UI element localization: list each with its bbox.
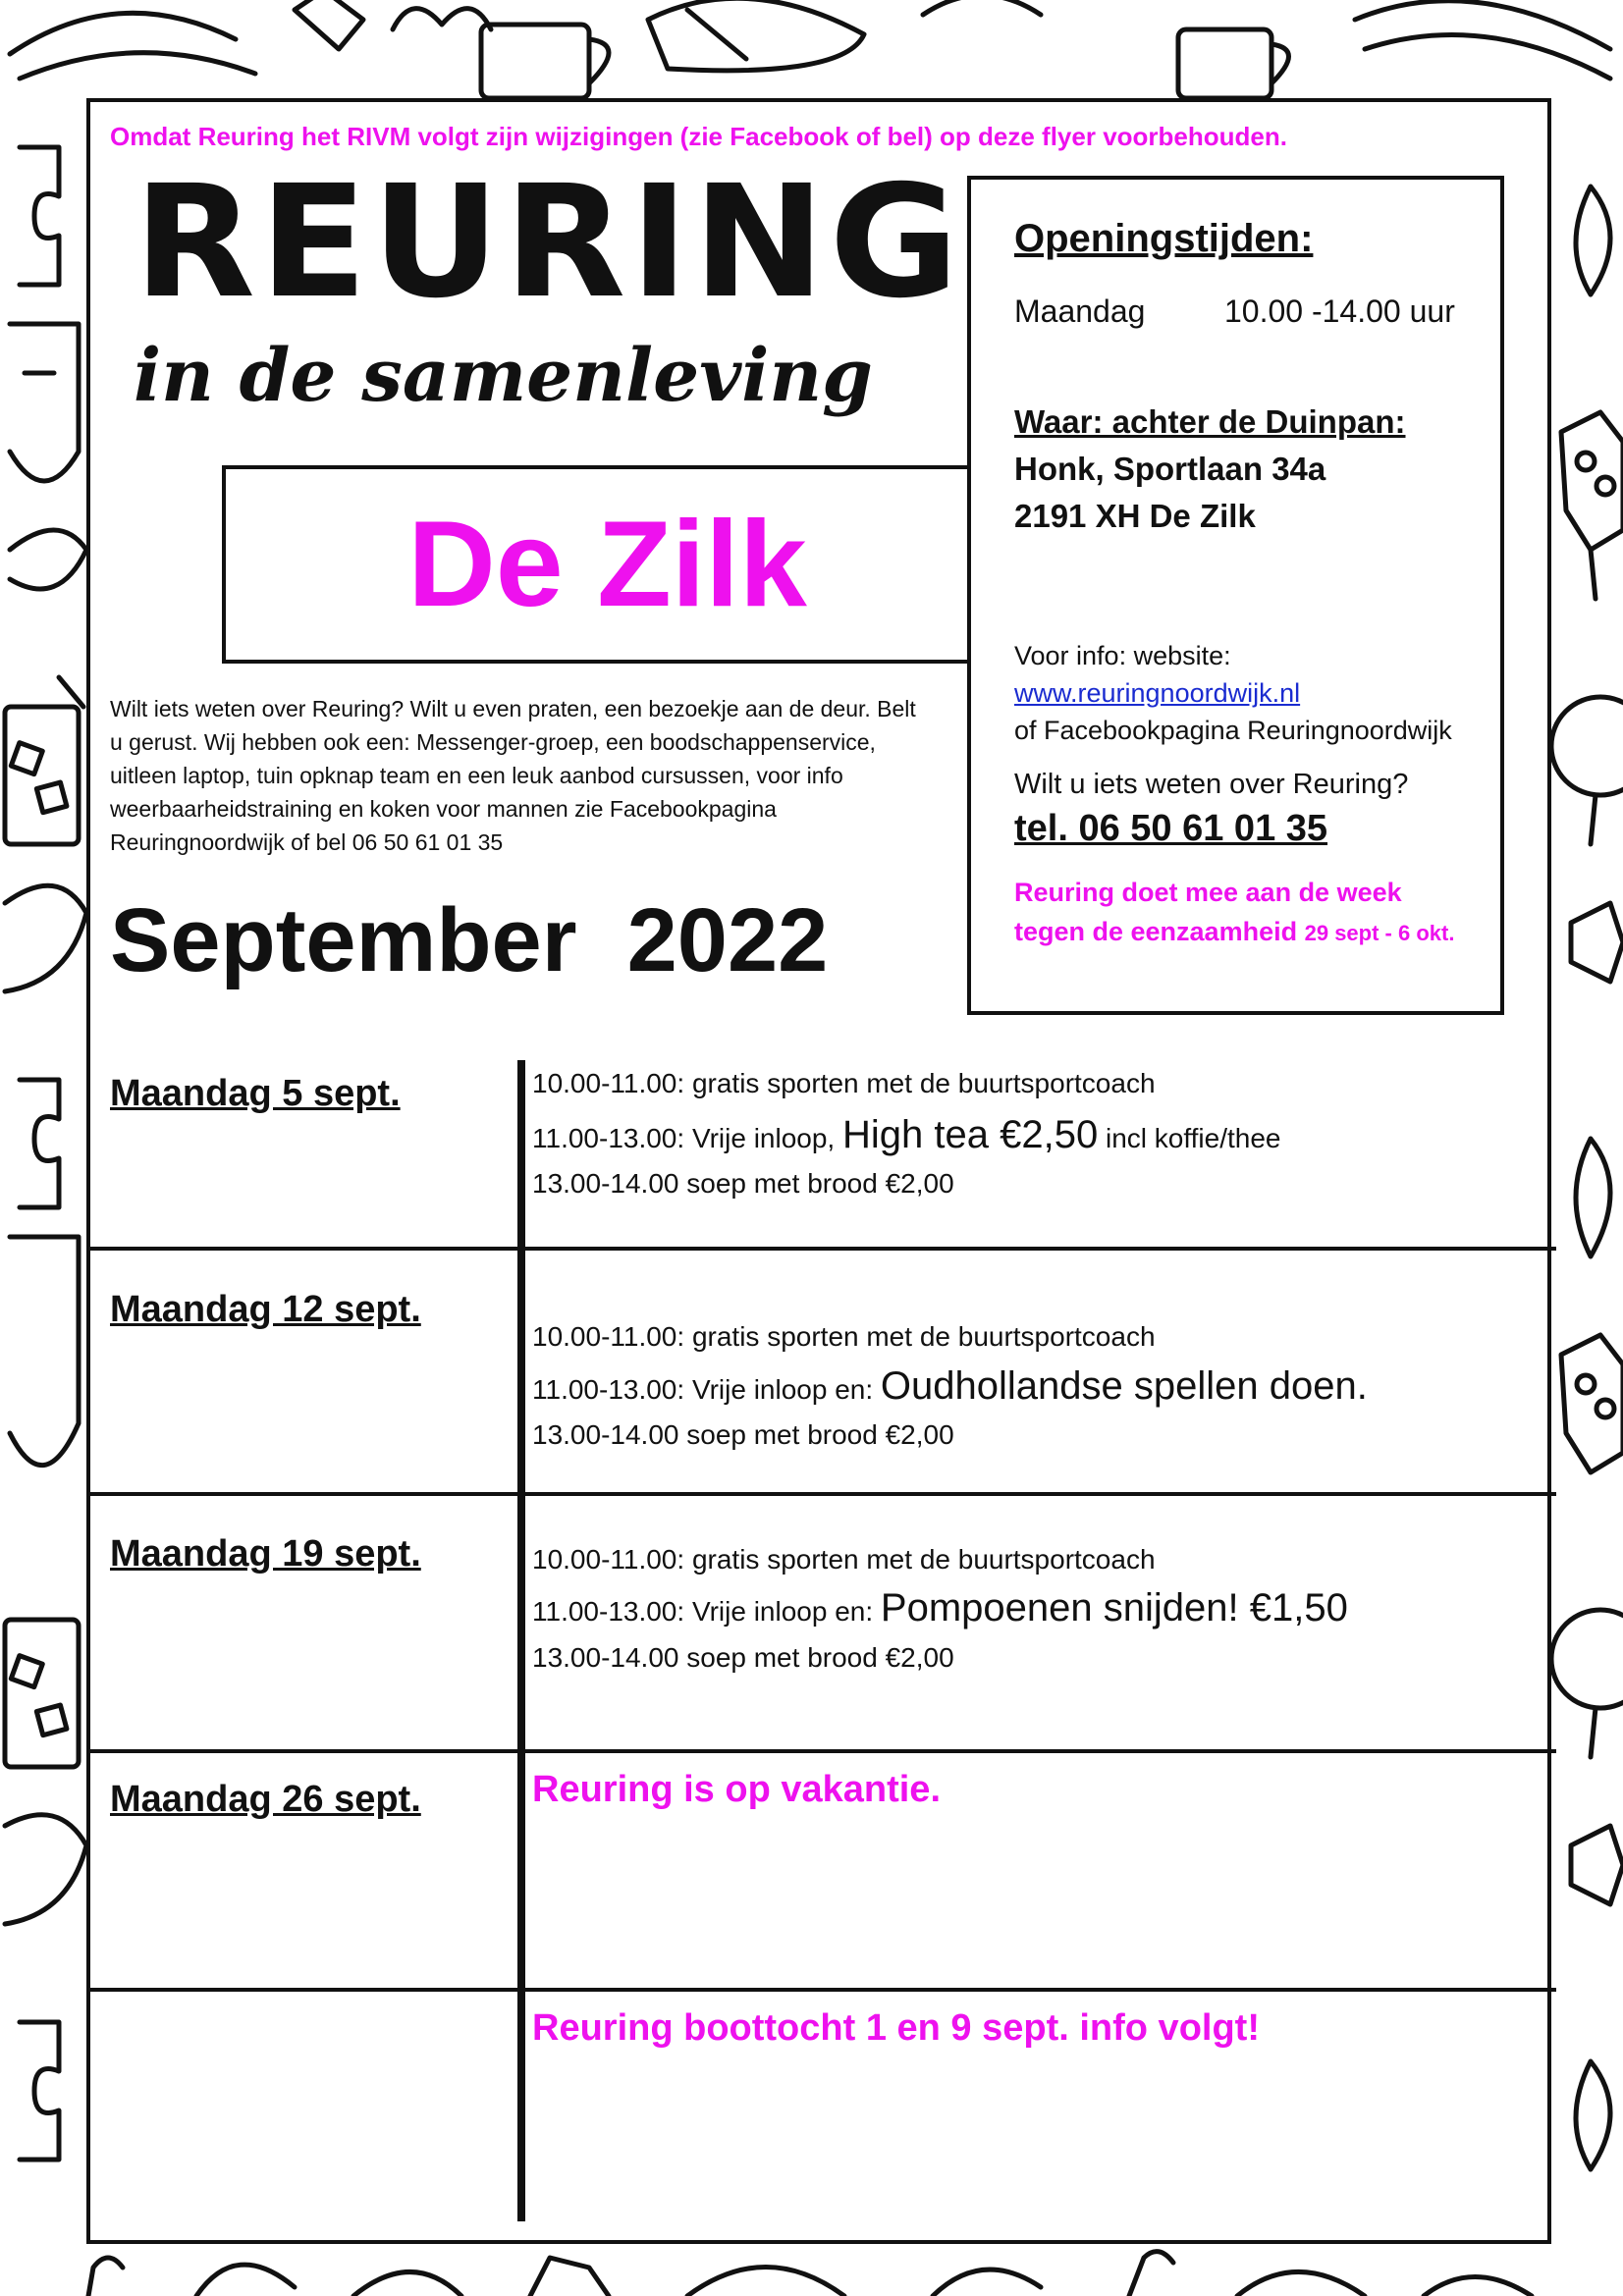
schedule-day: Maandag 5 sept. — [110, 1073, 401, 1114]
facebook-text: of Facebookpagina Reuringnoordwijk — [1014, 716, 1452, 745]
activity-highlight: High tea €2,50 — [842, 1113, 1099, 1156]
schedule-day: Maandag 12 sept. — [110, 1289, 421, 1330]
schedule-activity: 10.00-11.00: gratis sporten met de buurtsportcoach — [532, 1544, 1156, 1575]
place-name: De Zilk — [407, 497, 807, 632]
activity-text: 11.00-13.00: Vrije inloop, — [532, 1123, 836, 1153]
logo-subtitle: in de samenleving — [134, 334, 873, 418]
week-note-line-2 — [1014, 917, 1454, 947]
activity-text: 11.00-13.00: Vrije inloop en: — [532, 1374, 874, 1405]
schedule-activity — [532, 1115, 1280, 1154]
info-label: Voor info: website: — [1014, 641, 1231, 670]
address-line-2: 2191 XH De Zilk — [1014, 498, 1256, 534]
footer-note: Reuring boottocht 1 en 9 sept. info volgt! — [532, 2007, 1260, 2049]
website-link[interactable]: www.reuringnoordwijk.nl — [1014, 678, 1301, 708]
schedule-activity: 13.00-14.00 soep met brood €2,00 — [532, 1642, 954, 1673]
week-note-dates: 29 sept - 6 okt. — [1304, 921, 1455, 945]
logo-wordmark: REURING — [134, 152, 963, 333]
info-box — [967, 176, 1504, 1015]
week-note-text: tegen de eenzaamheid — [1014, 917, 1298, 946]
phone-number: tel. 06 50 61 01 35 — [1014, 808, 1328, 849]
schedule-activity: 13.00-14.00 soep met brood €2,00 — [532, 1168, 954, 1199]
schedule-activity: 10.00-11.00: gratis sporten met de buurtsportcoach — [532, 1321, 1156, 1352]
address-line-1: Honk, Sportlaan 34a — [1014, 451, 1326, 487]
opening-day: Maandag — [1014, 294, 1146, 329]
place-box — [222, 465, 993, 664]
activity-text: incl koffie/thee — [1105, 1123, 1281, 1153]
week-note-line-1: Reuring doet mee aan de week — [1014, 878, 1402, 907]
schedule-divider — [90, 1988, 1556, 1992]
activity-highlight: Pompoenen snijden! €1,50 — [880, 1586, 1348, 1629]
opening-hours: 10.00 -14.00 uur — [1224, 294, 1455, 329]
intro-paragraph: Wilt iets weten over Reuring? Wilt u even praten, een bezoekje aan de deur. Belt u gerust. Wij hebben ook een: Messenger-groep, een boodschappenservice, uitleen laptop, tuin opknap team en een leuk aanbod cursussen, voor info weerbaarheidstraining en koken voor mannen zie Facebookpagina Reuringnoordwijk of bel 06 50 61 01 35 — [110, 696, 916, 855]
schedule-day: Maandag 26 sept. — [110, 1779, 421, 1820]
question-text: Wilt u iets weten over Reuring? — [1014, 769, 1409, 800]
schedule-activity: 13.00-14.00 soep met brood €2,00 — [532, 1419, 954, 1450]
notice-text: Omdat Reuring het RIVM volgt zijn wijzigingen (zie Facebook of bel) op deze flyer voorbehouden. — [110, 122, 1287, 151]
activity-highlight: Oudhollandse spellen doen. — [880, 1364, 1368, 1408]
activity-text: 11.00-13.00: Vrije inloop en: — [532, 1596, 874, 1627]
schedule-divider — [90, 1247, 1556, 1251]
schedule-day: Maandag 19 sept. — [110, 1533, 421, 1575]
schedule-activity — [532, 1588, 1348, 1628]
month-heading: September 2022 — [110, 890, 829, 990]
opening-hours-title: Openingstijden: — [1014, 217, 1314, 260]
schedule-activity: 10.00-11.00: gratis sporten met de buurtsportcoach — [532, 1068, 1156, 1098]
location-title: Waar: achter de Duinpan: — [1014, 403, 1406, 440]
schedule-divider — [90, 1749, 1556, 1753]
schedule-divider-vertical — [517, 1060, 525, 2221]
schedule-note: Reuring is op vakantie. — [532, 1769, 941, 1810]
schedule-activity — [532, 1366, 1368, 1406]
schedule-divider — [90, 1492, 1556, 1496]
